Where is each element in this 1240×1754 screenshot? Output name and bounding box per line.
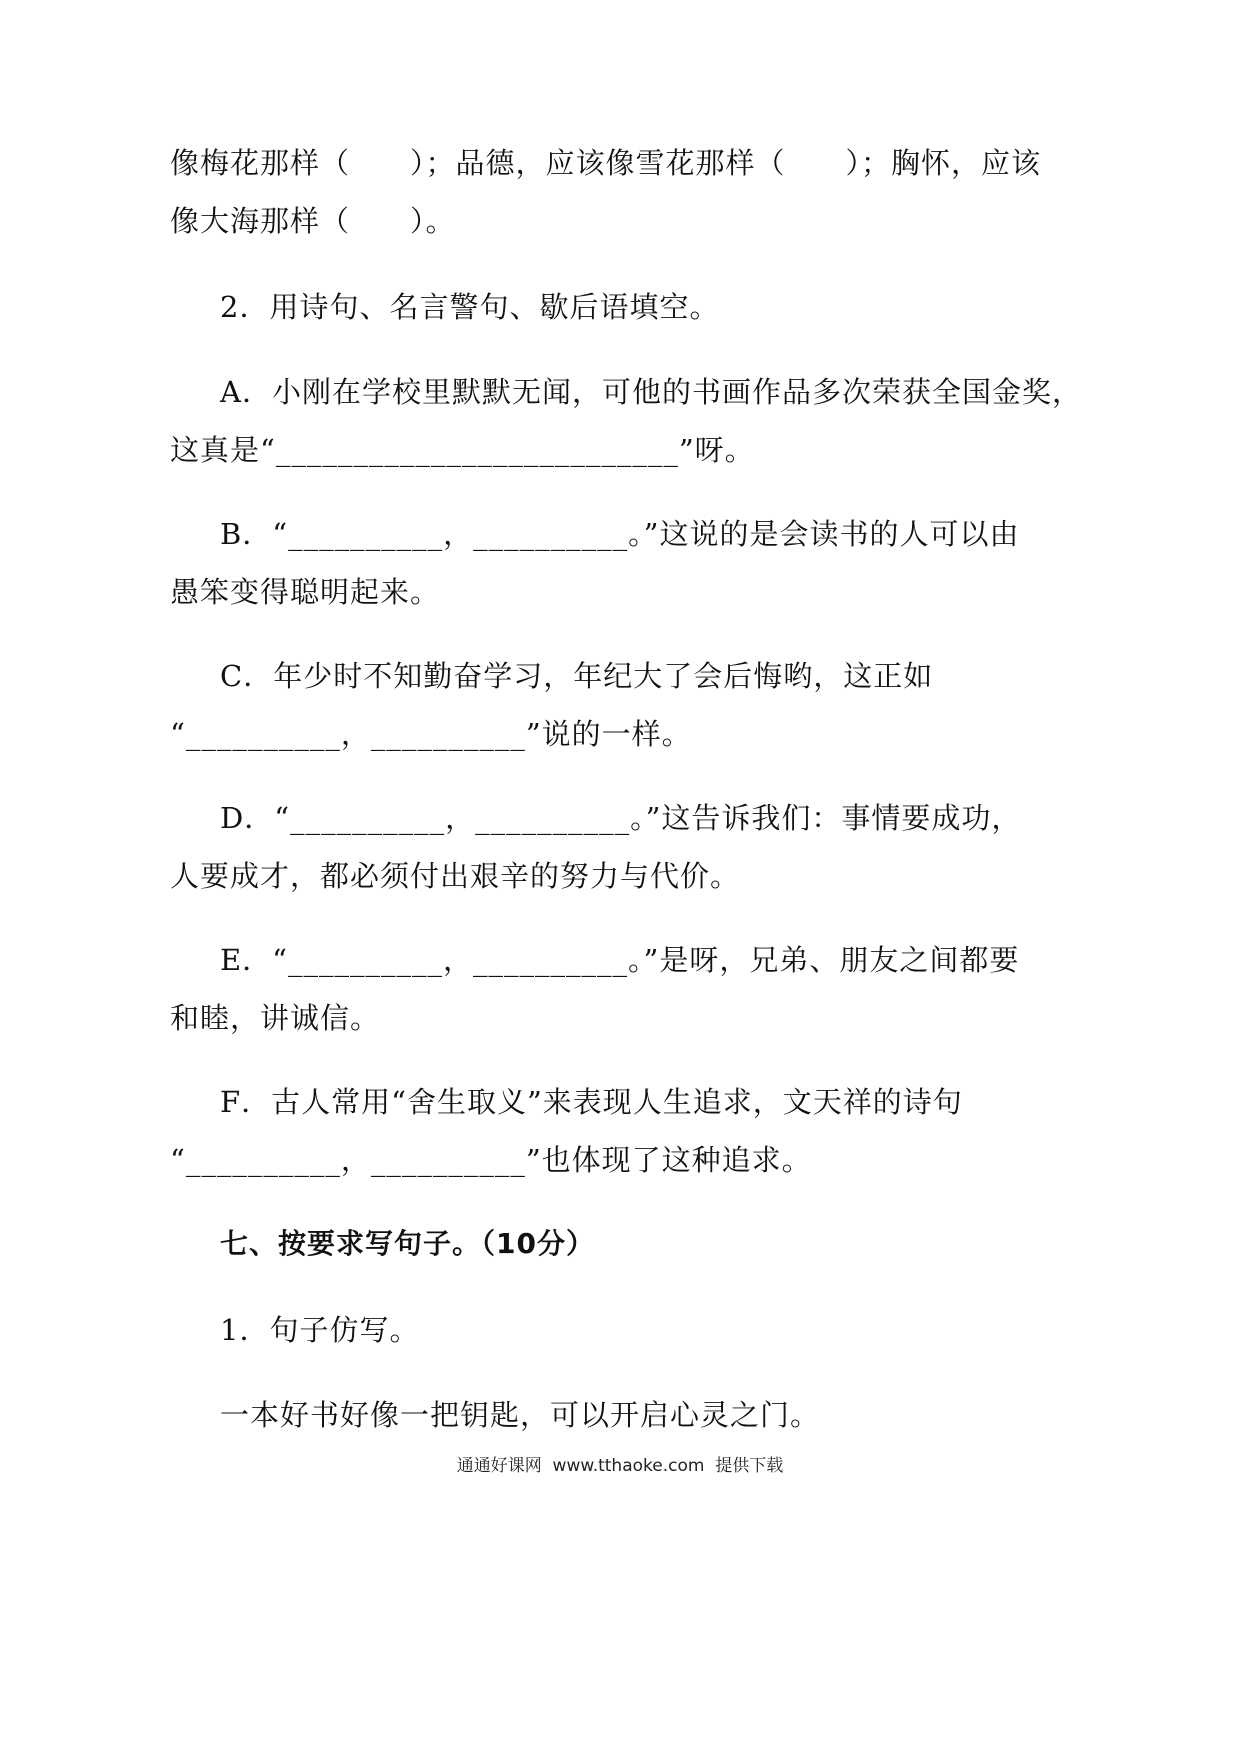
item-a-line-2: 这真是“__________________________”呀。	[170, 433, 755, 467]
item-b-line-1: B．“__________，__________。”这说的是会读书的人可以由	[220, 517, 1020, 551]
item-d-line-2: 人要成才，都必须付出艰辛的努力与代价。	[170, 859, 741, 893]
item-b-line-2: 愚笨变得聪明起来。	[170, 575, 441, 609]
section-7-heading: 七、按要求写句子。（10分）	[220, 1227, 595, 1260]
intro-line-2: 像大海那样（ ）。	[170, 204, 456, 238]
item-e-line-2: 和睦，讲诚信。	[170, 1001, 381, 1035]
section-7-example-sentence: 一本好书好像一把钥匙，可以开启心灵之门。	[220, 1398, 821, 1432]
item-c-line-1: C．年少时不知勤奋学习，年纪大了会后悔哟，这正如	[220, 659, 934, 693]
page-footer: 通通好课网 www.tthaoke.com 提供下载	[456, 1456, 784, 1476]
item-d-line-1: D．“__________，__________。”这告诉我们：事情要成功，	[220, 801, 1022, 835]
item-c-line-2: “__________，__________”说的一样。	[170, 717, 692, 751]
item-f-line-2: “__________，__________”也体现了这种追求。	[170, 1143, 812, 1177]
question-2-title: 2．用诗句、名言警句、歇后语填空。	[220, 290, 720, 324]
item-e-line-1: E．“__________，__________。”是呀，兄弟、朋友之间都要	[220, 943, 1020, 977]
intro-line-1: 像梅花那样（ ）；品德，应该像雪花那样（ ）；胸怀，应该	[170, 146, 1042, 180]
section-7-subquestion-1: 1．句子仿写。	[220, 1313, 420, 1347]
item-f-line-1: F．古人常用“舍生取义”来表现人生追求，文天祥的诗句	[220, 1085, 963, 1119]
item-a-line-1: A．小刚在学校里默默无闻，可他的书画作品多次荣获全国金奖，	[220, 375, 1082, 409]
